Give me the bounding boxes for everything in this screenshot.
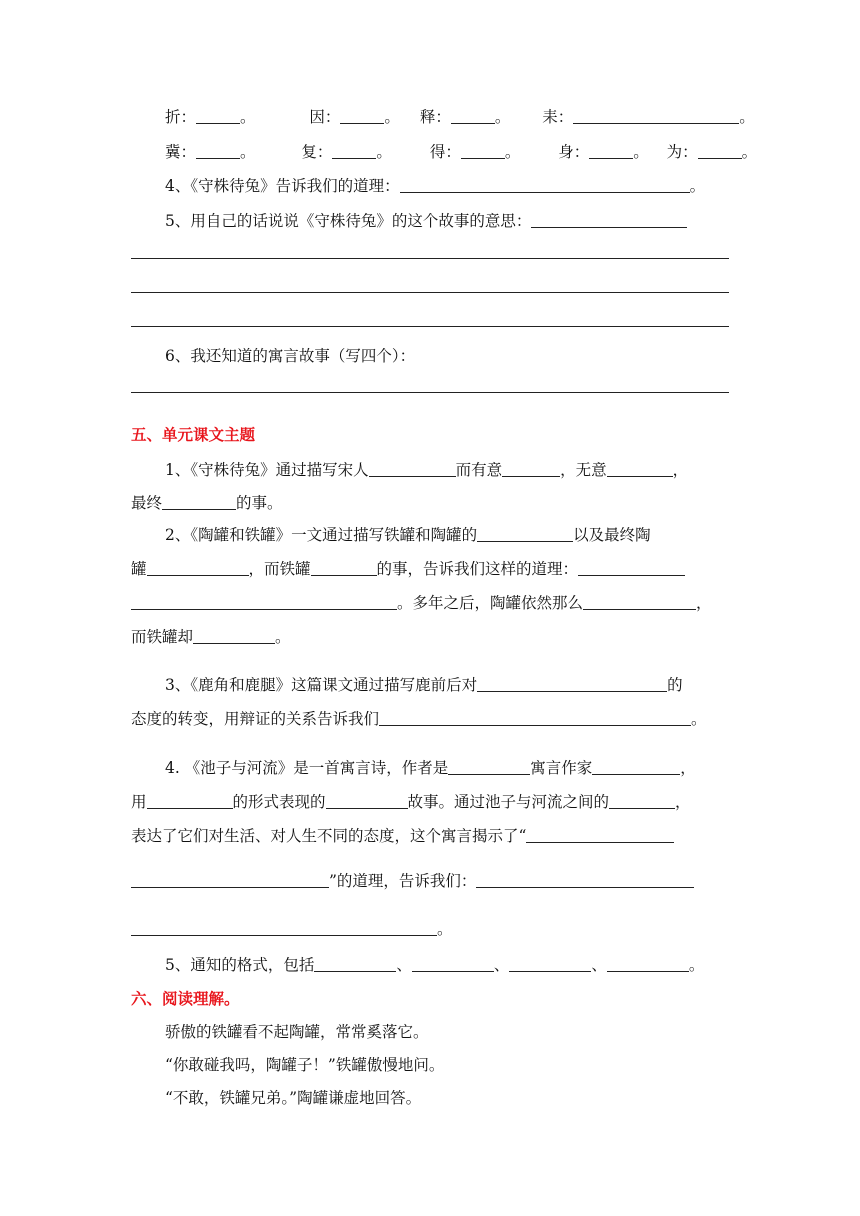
answer-blank[interactable] bbox=[477, 676, 667, 692]
answer-blank[interactable] bbox=[412, 956, 494, 972]
answer-blank[interactable] bbox=[609, 793, 675, 809]
answer-blank[interactable] bbox=[607, 461, 673, 477]
s5-item-4-line-4: ”的道理，告诉我们： bbox=[131, 871, 694, 891]
def-blank[interactable] bbox=[451, 108, 495, 124]
s5-item-3-line-1: 3、《鹿角和鹿腿》这篇课文通过描写鹿前后对 的 bbox=[165, 676, 683, 694]
s5-item-2-line-1: 2、《陶罐和铁罐》一文通过描写铁罐和陶罐的 以及最终陶 bbox=[165, 526, 651, 544]
question-6: 6、我还知道的寓言故事（写四个）： bbox=[165, 347, 416, 365]
answer-blank[interactable] bbox=[131, 872, 329, 888]
s5-item-4-line-2: 用 的形式表现的 故事。通过池子与河流之间的 ， bbox=[131, 793, 691, 811]
def-blank[interactable] bbox=[332, 143, 376, 159]
s5-item-1-line-1: 1、《守株待兔》通过描写宋人 而有意 ，无意 ， bbox=[165, 461, 689, 479]
answer-blank[interactable] bbox=[592, 759, 680, 775]
answer-line[interactable] bbox=[131, 392, 729, 393]
answer-blank[interactable] bbox=[526, 827, 674, 843]
answer-line[interactable] bbox=[131, 326, 729, 327]
answer-blank[interactable] bbox=[131, 920, 437, 936]
def-label: 复： bbox=[301, 143, 333, 161]
answer-line[interactable] bbox=[131, 258, 729, 259]
answer-blank[interactable] bbox=[509, 956, 591, 972]
answer-blank[interactable] bbox=[131, 594, 397, 610]
s5-item-5: 5、通知的格式，包括 、 、 、 。 bbox=[165, 956, 705, 974]
s5-item-2-line-2: 罐 ，而铁罐 的事，告诉我们这样的道理： bbox=[131, 559, 685, 579]
defs-row-1: 折： 。 因： 。 释： 。 耒： 。 bbox=[165, 108, 755, 126]
reading-paragraph-3: “不敢，铁罐兄弟。”陶罐谦虚地回答。 bbox=[165, 1089, 422, 1107]
def-label: 身： bbox=[558, 143, 590, 161]
question-4: 4、《守株待兔》告诉我们的道理： 。 bbox=[165, 177, 706, 195]
def-label: 为： bbox=[666, 143, 698, 161]
s5-item-4-line-3: 表达了它们对生活、对人生不同的态度，这个寓言揭示了“ bbox=[131, 826, 674, 846]
answer-blank[interactable] bbox=[147, 560, 249, 576]
answer-blank[interactable] bbox=[400, 177, 690, 193]
answer-blank[interactable] bbox=[578, 560, 685, 576]
s5-item-2-line-4: 而铁罐却 。 bbox=[131, 628, 291, 646]
answer-blank[interactable] bbox=[162, 494, 236, 510]
def-label: 因： bbox=[309, 108, 341, 126]
s5-item-3-line-2: 态度的转变，用辩证的关系告诉我们 。 bbox=[131, 710, 707, 728]
def-label: 冀： bbox=[165, 143, 197, 161]
reading-paragraph-2: “你敢碰我吗，陶罐子！”铁罐傲慢地问。 bbox=[165, 1056, 445, 1074]
answer-blank[interactable] bbox=[147, 793, 233, 809]
def-blank[interactable] bbox=[196, 143, 240, 159]
def-label: 耒： bbox=[542, 108, 574, 126]
answer-blank[interactable] bbox=[311, 560, 377, 576]
def-blank[interactable] bbox=[698, 143, 742, 159]
s5-item-1-line-2: 最终 的事。 bbox=[131, 494, 283, 512]
answer-blank[interactable] bbox=[314, 956, 396, 972]
defs-row-2: 冀： 。 复： 。 得： 。 身： 。 为： 。 bbox=[165, 143, 758, 161]
answer-line[interactable] bbox=[131, 292, 729, 293]
section-5-title: 五、单元课文主题 bbox=[131, 425, 256, 444]
answer-blank[interactable] bbox=[502, 461, 560, 477]
def-label: 得： bbox=[429, 143, 461, 161]
answer-blank[interactable] bbox=[379, 710, 691, 726]
answer-blank[interactable] bbox=[476, 872, 694, 888]
def-blank[interactable] bbox=[589, 143, 633, 159]
def-label: 释： bbox=[419, 108, 451, 126]
def-blank[interactable] bbox=[340, 108, 384, 124]
section-6-title: 六、阅读理解。 bbox=[131, 989, 240, 1008]
answer-blank[interactable] bbox=[448, 759, 530, 775]
def-label: 折： bbox=[165, 108, 197, 126]
answer-blank[interactable] bbox=[193, 628, 275, 644]
answer-blank[interactable] bbox=[583, 594, 696, 610]
answer-blank[interactable] bbox=[531, 212, 687, 228]
answer-blank[interactable] bbox=[369, 461, 456, 477]
answer-blank[interactable] bbox=[326, 793, 408, 809]
s5-item-4-line-5: 。 bbox=[131, 919, 453, 939]
def-blank[interactable] bbox=[461, 143, 505, 159]
answer-blank[interactable] bbox=[477, 526, 573, 542]
s5-item-2-line-3: 。多年之后，陶罐依然那么 ， bbox=[131, 593, 712, 613]
question-5: 5、用自己的话说说《守株待兔》的这个故事的意思： bbox=[165, 211, 687, 231]
def-blank[interactable] bbox=[196, 108, 240, 124]
def-blank[interactable] bbox=[573, 108, 739, 124]
s5-item-4-line-1: 4. 《池子与河流》是一首寓言诗，作者是 寓言作家 ， bbox=[165, 759, 696, 777]
reading-paragraph-1: 骄傲的铁罐看不起陶罐，常常奚落它。 bbox=[165, 1023, 429, 1041]
answer-blank[interactable] bbox=[607, 956, 689, 972]
